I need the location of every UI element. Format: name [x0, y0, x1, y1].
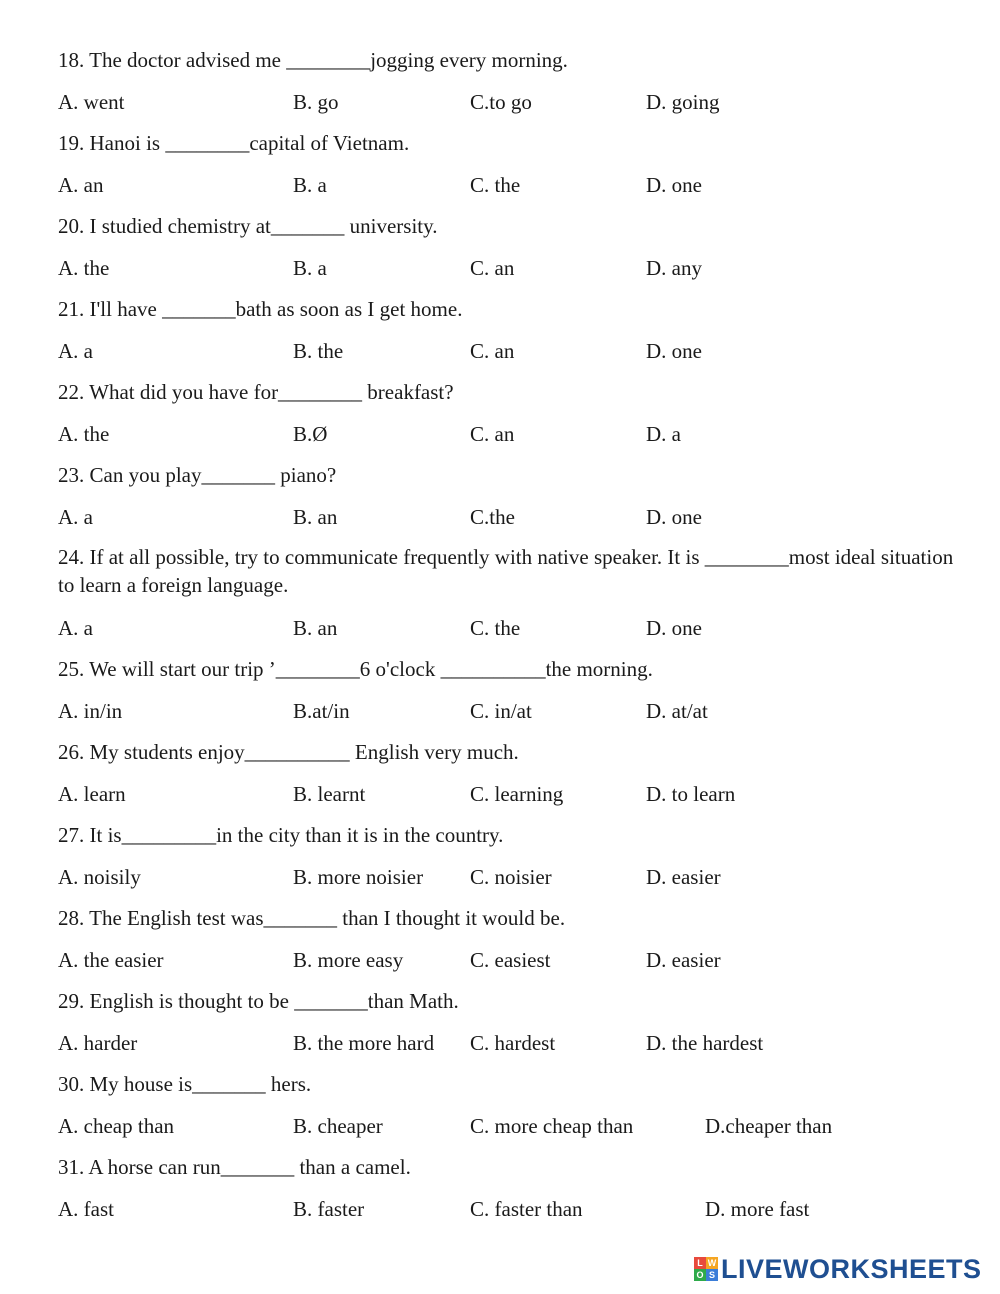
option-23-b[interactable]: B. an	[293, 505, 338, 529]
question-29: 29. English is thought to be _______than Math.	[58, 989, 459, 1013]
option-31-b[interactable]: B. faster	[293, 1197, 365, 1221]
option-22-c[interactable]: C. an	[470, 422, 515, 446]
option-31-a[interactable]: A. fast	[58, 1197, 114, 1221]
option-21-d[interactable]: D. one	[646, 339, 702, 363]
option-30-d[interactable]: D.cheaper than	[705, 1114, 833, 1138]
option-24-a[interactable]: A. a	[58, 616, 93, 640]
option-18-b[interactable]: B. go	[293, 90, 339, 114]
option-18-a[interactable]: A. went	[58, 90, 125, 114]
logo-mark-l: L	[694, 1257, 706, 1269]
question-27: 27. It is_________in the city than it is in the country.	[58, 823, 504, 847]
liveworksheets-logo	[694, 1254, 982, 1284]
option-31-c[interactable]: C. faster than	[470, 1197, 583, 1221]
option-26-a[interactable]: A. learn	[58, 782, 126, 806]
question-18: 18. The doctor advised me ________jogging every morning.	[58, 48, 568, 72]
question-30: 30. My house is_______ hers.	[58, 1072, 312, 1096]
option-19-c[interactable]: C. the	[470, 173, 521, 197]
option-30-c[interactable]: C. more cheap than	[470, 1114, 634, 1138]
option-19-b[interactable]: B. a	[293, 173, 327, 197]
logo-mark-icon	[694, 1257, 718, 1281]
option-28-a[interactable]: A. the easier	[58, 948, 164, 972]
question-25: 25. We will start our trip ’________6 o'clock __________the morning.	[58, 657, 653, 681]
option-22-a[interactable]: A. the	[58, 422, 110, 446]
option-29-b[interactable]: B. the more hard	[293, 1031, 435, 1055]
option-29-a[interactable]: A. harder	[58, 1031, 138, 1055]
question-26: 26. My students enjoy__________ English very much.	[58, 740, 519, 764]
option-22-b[interactable]: B.Ø	[293, 422, 328, 446]
option-23-d[interactable]: D. one	[646, 505, 702, 529]
option-28-c[interactable]: C. easiest	[470, 948, 551, 972]
question-28: 28. The English test was_______ than I thought it would be.	[58, 906, 566, 930]
question-20: 20. I studied chemistry at_______ university.	[58, 214, 438, 238]
option-24-b[interactable]: B. an	[293, 616, 338, 640]
question-19: 19. Hanoi is ________capital of Vietnam.	[58, 131, 410, 155]
question-31: 31. A horse can run_______ than a camel.	[58, 1155, 411, 1179]
option-20-d[interactable]: D. any	[646, 256, 702, 280]
option-27-b[interactable]: B. more noisier	[293, 865, 424, 889]
option-28-b[interactable]: B. more easy	[293, 948, 404, 972]
option-26-b[interactable]: B. learnt	[293, 782, 366, 806]
option-19-d[interactable]: D. one	[646, 173, 702, 197]
option-22-d[interactable]: D. a	[646, 422, 681, 446]
logo-mark-o: O	[694, 1269, 706, 1281]
option-18-c[interactable]: C.to go	[470, 90, 532, 114]
option-26-d[interactable]: D. to learn	[646, 782, 736, 806]
option-29-d[interactable]: D. the hardest	[646, 1031, 764, 1055]
option-24-d[interactable]: D. one	[646, 616, 702, 640]
option-19-a[interactable]: A. an	[58, 173, 104, 197]
option-20-b[interactable]: B. a	[293, 256, 327, 280]
option-30-b[interactable]: B. cheaper	[293, 1114, 383, 1138]
option-23-a[interactable]: A. a	[58, 505, 93, 529]
option-27-c[interactable]: C. noisier	[470, 865, 552, 889]
question-21: 21. I'll have _______bath as soon as I get home.	[58, 297, 463, 321]
option-25-b[interactable]: B.at/in	[293, 699, 350, 723]
option-24-c[interactable]: C. the	[470, 616, 521, 640]
option-27-a[interactable]: A. noisily	[58, 865, 141, 889]
option-25-c[interactable]: C. in/at	[470, 699, 532, 723]
logo-mark-s: S	[706, 1269, 718, 1281]
question-24: 24. If at all possible, try to communicate frequently with native speaker. It is ________most ideal situation to learn a foreign language.	[58, 545, 954, 597]
option-21-a[interactable]: A. a	[58, 339, 93, 363]
option-28-d[interactable]: D. easier	[646, 948, 721, 972]
option-20-c[interactable]: C. an	[470, 256, 515, 280]
option-31-d[interactable]: D. more fast	[705, 1197, 810, 1221]
option-25-a[interactable]: A. in/in	[58, 699, 123, 723]
logo-text: LIVEWORKSHEETS	[721, 1253, 982, 1284]
option-30-a[interactable]: A. cheap than	[58, 1114, 175, 1138]
question-23: 23. Can you play_______ piano?	[58, 463, 337, 487]
option-20-a[interactable]: A. the	[58, 256, 110, 280]
question-22: 22. What did you have for________ breakfast?	[58, 380, 454, 404]
option-23-c[interactable]: C.the	[470, 505, 515, 529]
option-21-b[interactable]: B. the	[293, 339, 344, 363]
option-26-c[interactable]: C. learning	[470, 782, 564, 806]
option-27-d[interactable]: D. easier	[646, 865, 721, 889]
option-21-c[interactable]: C. an	[470, 339, 515, 363]
option-18-d[interactable]: D. going	[646, 90, 720, 114]
logo-mark-w: W	[707, 1258, 717, 1268]
option-29-c[interactable]: C. hardest	[470, 1031, 556, 1055]
option-25-d[interactable]: D. at/at	[646, 699, 708, 723]
